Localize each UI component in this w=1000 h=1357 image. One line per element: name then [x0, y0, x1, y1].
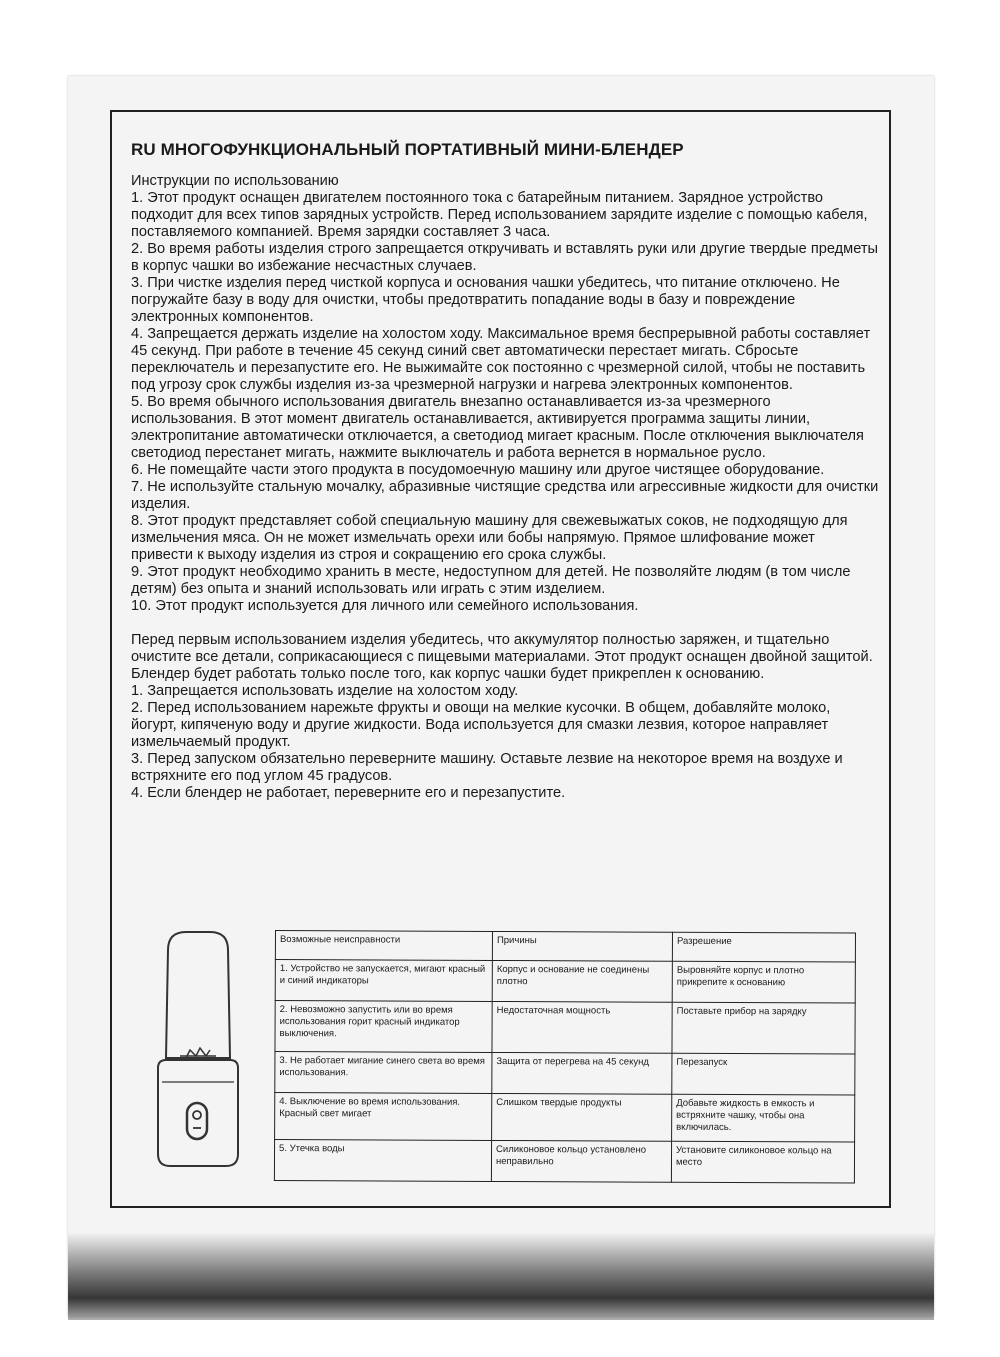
- table-row: [275, 960, 855, 1004]
- solution-cell: Поставьте прибор на зарядку: [672, 1002, 855, 1054]
- page-bottom-shadow: [68, 1232, 934, 1320]
- first-use-step: 1. Запрещается использовать изделие на холостом ходу.: [131, 683, 519, 699]
- instruction-item: 8. Этот продукт представляет собой специальную машину для свежевыжатых соков, не подходящую для измельчения мяса. Он не может измельчать орехи или бобы напрямую. Прямое шлифование может привести к выходу изделия из строя и сокращению его срока службы.: [131, 513, 848, 563]
- cause-cell: Слишком твердые продукты: [492, 1093, 672, 1141]
- problem-cell: 5. Утечка воды: [274, 1140, 491, 1182]
- power-button-icon: [187, 1103, 207, 1139]
- table-row: [275, 1093, 855, 1143]
- table-row: [275, 1001, 855, 1055]
- first-use-step: 2. Перед использованием нарежьте фрукты и овощи на мелкие кусочки. В общем, добавляйте молоко, йогурт, кипяченую воду и другие жидкости. Вода используется для смазки лезвия, которое направляет измельчаемый продукт.: [131, 700, 831, 750]
- first-use-step: 3. Перед запуском обязательно переверните машину. Оставьте лезвие на некоторое время на воздухе и встряхните его под углом 45 градусов.: [131, 751, 843, 784]
- instruction-item: 5. Во время обычного использования двигатель внезапно останавливается из-за чрезмерного использования. В этот момент двигатель останавливается, активируется программа защиты линии, электропитание автоматически отключается, а светодиод мигает красным. После отключения выключателя светодиод перестанет мигать, нажмите выключатель и работа вернется в нормальное русло.: [131, 394, 864, 461]
- blender-cup-outline: [166, 932, 230, 1058]
- problem-cell: 2. Невозможно запустить или во время использования горит красный индикатор выключения.: [275, 1001, 492, 1053]
- solution-cell: Установите силиконовое кольцо на место: [671, 1141, 854, 1183]
- cause-cell: Корпус и основание не соединены плотно: [492, 960, 672, 1002]
- instruction-item: 7. Не используйте стальную мочалку, абразивные чистящие средства или агрессивные жидкости для очистки изделия.: [131, 479, 879, 512]
- instructions-heading: Инструкции по использованию: [131, 173, 339, 189]
- blender-illustration: [138, 918, 258, 1178]
- problem-cell: 1. Устройство не запускается, мигают красный и синий индикаторы: [275, 960, 492, 1002]
- first-use-intro: Перед первым использованием изделия убедитесь, что аккумулятор полностью заряжен, и тщательно очистите все детали, соприкасающиеся с пищевыми материалами. Этот продукт оснащен двойной защитой. Блендер будет работать только после того, как корпус чашки будет прикреплен к основанию.: [131, 632, 873, 682]
- solution-cell: Добавьте жидкость в емкость и встряхните чашку, чтобы она включилась.: [672, 1094, 855, 1142]
- instruction-item: 3. При чистке изделия перед чисткой корпуса и основания чашки убедитесь, что питание отключено. Не погружайте базу в воду для очистки, чтобы предотвратить попадание воды в базу и повреждение электронных компонентов.: [131, 275, 840, 325]
- instruction-item: 9. Этот продукт необходимо хранить в месте, недоступном для детей. Не позволяйте людям (в том числе детям) без опыта и знаний использовать или играть с этим изделием.: [131, 564, 851, 597]
- table-header-row: [275, 931, 855, 963]
- document-body: [131, 173, 879, 802]
- document-title: RU МНОГОФУНКЦИОНАЛЬНЫЙ ПОРТАТИВНЫЙ МИНИ-БЛЕНДЕР: [131, 140, 684, 159]
- instruction-item: 4. Запрещается держать изделие на холостом ходу. Максимальное время беспрерывной работы составляет 45 секунд. При работе в течение 45 секунд синий свет автоматически перестает мигать. Сбросьте переключатель и перезапустите его. Не выжимайте сок постоянно с чрезмерной силой, чтобы не поставить под угрозу срок службы изделия из-за чрезмерной нагрузки и нагрева электронных компонентов.: [131, 326, 871, 393]
- problem-cell: 3. Не работает мигание синего света во время использования.: [275, 1052, 492, 1094]
- instruction-item: 10. Этот продукт используется для личного или семейного использования.: [131, 598, 639, 614]
- header-problems: Возможные неисправности: [275, 931, 492, 961]
- cause-cell: Недостаточная мощность: [492, 1001, 672, 1053]
- cause-cell: Защита от перегрева на 45 секунд: [492, 1052, 672, 1094]
- solution-cell: Перезапуск: [672, 1053, 855, 1095]
- solution-cell: Выровняйте корпус и плотно прикрепите к основанию: [672, 961, 855, 1003]
- problem-cell: 4. Выключение во время использования. Красный свет мигает: [275, 1093, 492, 1141]
- blender-base-outline: [158, 1060, 238, 1166]
- cause-cell: Силиконовое кольцо установлено неправильно: [491, 1140, 671, 1182]
- header-causes: Причины: [492, 931, 672, 961]
- instruction-item: 1. Этот продукт оснащен двигателем постоянного тока с батарейным питанием. Зарядное устройство подходит для всех типов зарядных устройств. Перед использованием зарядите изделие с помощью кабеля, поставляемого компанией. Время зарядки составляет 3 часа.: [131, 190, 868, 240]
- table-row: [274, 1140, 854, 1184]
- instruction-item: 6. Не помещайте части этого продукта в посудомоечную машину или другое чистящее оборудование.: [131, 462, 825, 478]
- first-use-step: 4. Если блендер не работает, переверните его и перезапустите.: [131, 785, 566, 801]
- troubleshooting-table: [274, 930, 856, 1184]
- header-solutions: Разрешение: [672, 932, 855, 962]
- instruction-item: 2. Во время работы изделия строго запрещается откручивать и вставлять руки или другие твердые предметы в корпус чашки во избежание несчастных случаев.: [131, 241, 879, 274]
- table-row: [275, 1052, 855, 1096]
